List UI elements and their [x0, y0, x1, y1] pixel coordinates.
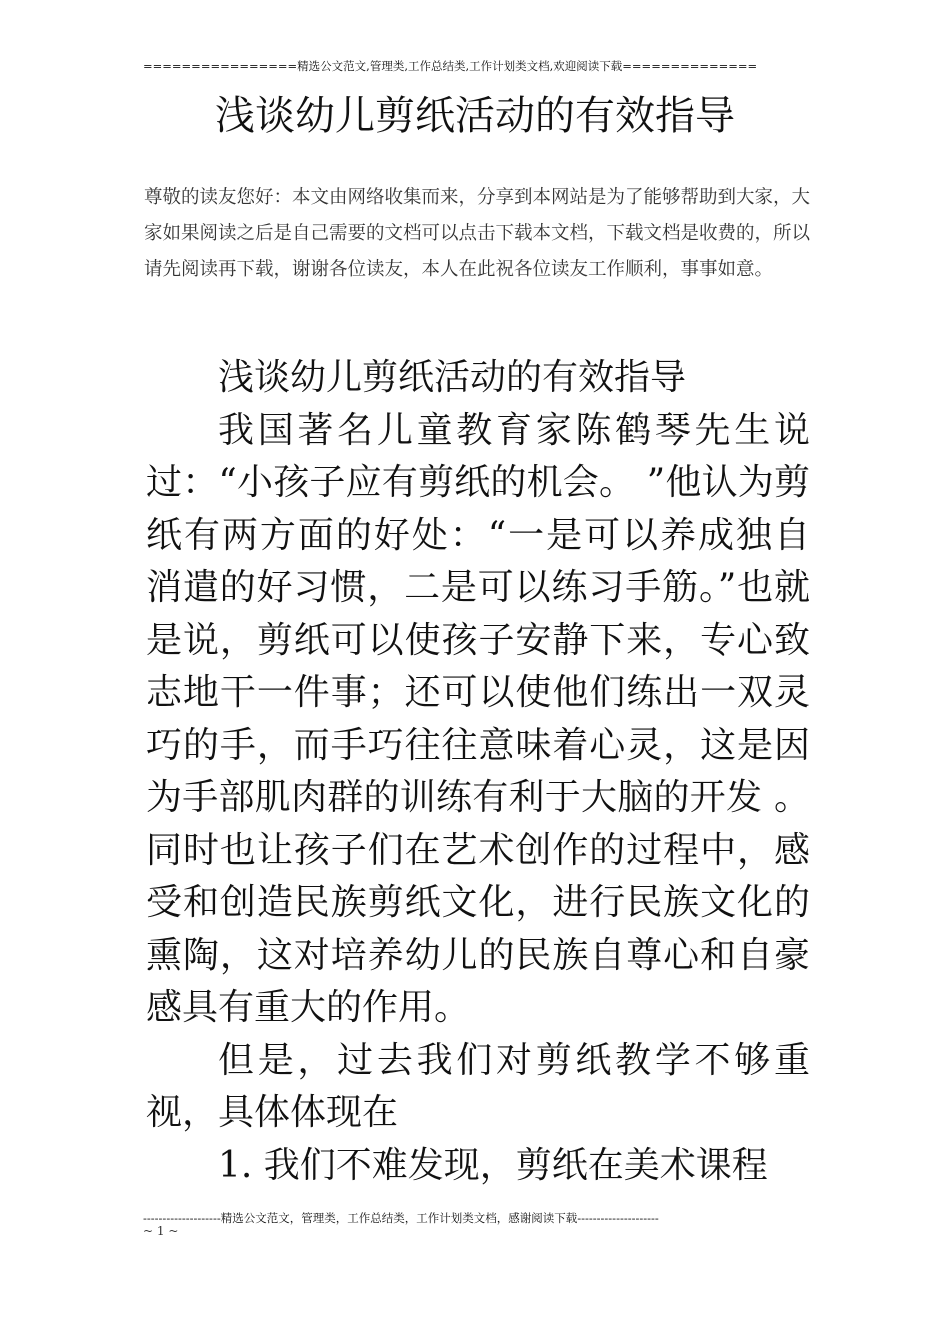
paragraph-1: 我国著名儿童教育家陈鹤琴先生说过：“小孩子应有剪纸的机会。 ”他认为剪纸有两方面的好处：“一是可以养成独自消遣的好习惯，二是可以练习手筋。”也就是说，剪纸可以使孩子安静下来，专心致志地干一件事；还可以使他们练出一双灵巧的手，而手巧往往意味着心灵，这是因为手部肌肉群的训练有利于大脑的开发 。同时也让孩子们在艺术创作的过程中，感受和创造民族剪纸文化，进行民族文化的熏陶，这对培养幼儿的民族自尊心和自豪感具有重大的作用。: [146, 409, 810, 1028]
page-number: ~ 1 ~: [143, 1224, 179, 1238]
paragraph-3: 1. 我们不难发现，剪纸在美术课程: [218, 1144, 768, 1186]
reader-notice: 尊敬的读友您好：本文由网络收集而来，分享到本网站是为了能够帮助到大家，大家如果阅读之后是自己需要的文档可以点击下载本文档，下载文档是收费的，所以请先阅读再下载，谢谢各位读友，本人在此祝各位读友工作顺利，事事如意。: [144, 187, 811, 280]
article-heading: 浅谈幼儿剪纸活动的有效指导: [218, 357, 687, 398]
document-title: 浅谈幼儿剪纸活动的有效指导: [215, 93, 735, 139]
page-header: ================精选公文范文,管理类,工作总结类,工作计划类文档,欢迎阅读下载==============: [143, 59, 758, 73]
article-body: [146, 352, 810, 1192]
paragraph-2: 但是，过去我们对剪纸教学不够重视，具体体现在: [146, 1039, 810, 1133]
page-footer: --------------------精选公文范文，管理类，工作总结类，工作计划类文档，感谢阅读下载---------------------: [143, 1211, 659, 1225]
